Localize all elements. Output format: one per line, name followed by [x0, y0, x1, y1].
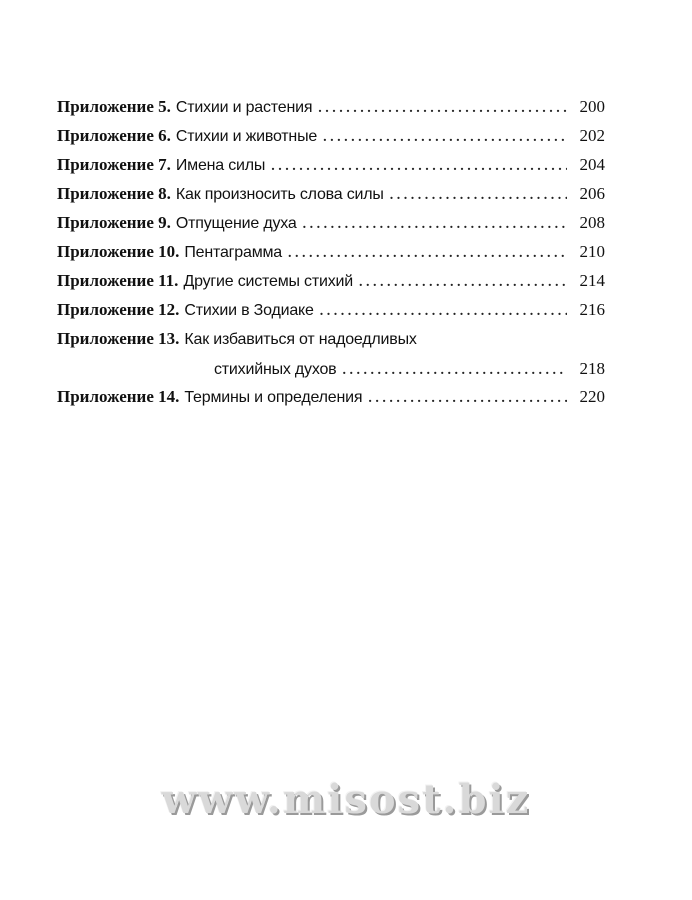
watermark: www.misost.biz — [161, 776, 531, 823]
dot-leader — [342, 356, 567, 385]
toc-entry[interactable] — [57, 295, 605, 324]
toc-entry[interactable] — [57, 179, 605, 208]
dot-leader — [303, 210, 567, 239]
dot-leader — [368, 384, 567, 413]
toc-entry[interactable] — [57, 324, 605, 382]
toc-entry[interactable] — [57, 92, 605, 121]
toc-entry-label: Приложение 6. — [57, 126, 171, 145]
toc-entry-title: Другие системы стихий — [183, 273, 353, 290]
toc-entry-page: 220 — [579, 387, 605, 406]
dot-leader — [271, 152, 567, 181]
toc-entry[interactable] — [57, 237, 605, 266]
toc-entry-label: Приложение 13. — [57, 329, 180, 348]
dot-leader — [323, 123, 567, 152]
toc-entry-label: Приложение 10. — [57, 242, 180, 261]
toc-entry-title: Отпущение духа — [175, 215, 297, 232]
toc-entry-page: 208 — [579, 213, 605, 232]
toc-entry[interactable] — [57, 121, 605, 150]
toc-entry-label: Приложение 8. — [57, 184, 171, 203]
toc-entry-label: Приложение 12. — [57, 300, 180, 319]
toc-entry[interactable] — [57, 266, 605, 295]
toc-entry-label: Приложение 5. — [57, 97, 171, 116]
toc-entry-title: Как избавиться от надоедливых — [184, 331, 417, 348]
toc-entry-title: Термины и определения — [184, 389, 363, 406]
toc-entry-title: Стихии и растения — [175, 99, 313, 116]
toc-entry-title: Стихии и животные — [175, 128, 318, 145]
toc-entry-page: 214 — [579, 271, 605, 290]
toc-entry-page: 216 — [579, 300, 605, 319]
toc-entry-page: 200 — [579, 97, 605, 116]
toc-entry-title: Стихии в Зодиаке — [184, 302, 314, 319]
toc-entry-label: Приложение 14. — [57, 387, 180, 406]
dot-leader — [359, 268, 567, 297]
table-of-contents — [57, 92, 605, 411]
toc-entry-page: 202 — [579, 126, 605, 145]
toc-entry[interactable] — [57, 382, 605, 411]
toc-entry-page: 204 — [579, 155, 605, 174]
dot-leader — [390, 181, 567, 210]
toc-entry-page: 218 — [579, 359, 605, 378]
toc-entry-page: 206 — [579, 184, 605, 203]
toc-entry-title: Как произносить слова силы — [175, 186, 384, 203]
dot-leader — [320, 297, 567, 326]
toc-entry[interactable] — [57, 150, 605, 179]
toc-entry-title: Пентаграмма — [184, 244, 282, 261]
dot-leader — [288, 239, 567, 268]
toc-entry-title: Имена силы — [175, 157, 266, 174]
toc-entry-label: Приложение 7. — [57, 155, 171, 174]
toc-entry[interactable] — [57, 208, 605, 237]
toc-entry-page: 210 — [579, 242, 605, 261]
toc-entry-label: Приложение 9. — [57, 213, 171, 232]
dot-leader — [318, 94, 567, 123]
toc-entry-title-continuation: стихийных духов — [214, 361, 337, 378]
toc-entry-label: Приложение 11. — [57, 271, 179, 290]
